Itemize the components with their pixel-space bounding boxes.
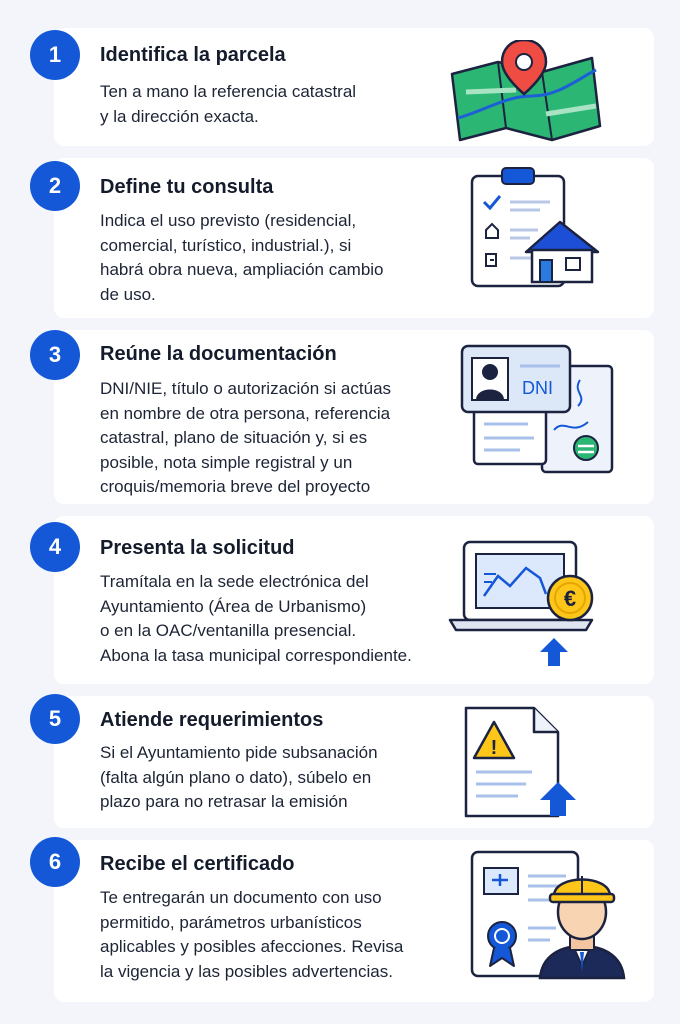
warning-mark: ! [490, 737, 498, 759]
step-description-line: DNI/NIE, título o autorización si actúas [100, 379, 392, 398]
step-description-line: Te entregarán un documento con uso [100, 888, 382, 907]
step-description-line: posible, nota simple registral y un [100, 452, 353, 472]
step-number-badge: 3 [30, 330, 80, 380]
step-description [100, 80, 356, 129]
step-title: Identifica la parcela [100, 44, 286, 66]
step-number-badge: 1 [30, 30, 80, 80]
step-description-line: la vigencia y las posibles advertencias. [100, 961, 393, 981]
step-description-line: y la dirección exacta. [100, 106, 259, 126]
step-description-line: (falta algún plano o dato), súbelo en [100, 767, 372, 787]
step-description-line: croquis/memoria breve del proyecto [100, 477, 371, 496]
step-title: Atiende requerimientos [100, 709, 324, 731]
step-description-line: de uso. [100, 284, 156, 304]
step-number-badge: 2 [30, 161, 80, 211]
step-description [100, 377, 391, 500]
step-number-badge: 4 [30, 522, 80, 572]
step-description-line: habrá obra nueva, ampliación cambio [100, 260, 384, 279]
step-description-line: plazo para no retrasar la emisión [100, 792, 348, 811]
step-number-badge: 5 [30, 694, 80, 744]
step-description-line: aplicables y posibles afecciones. Revisa [100, 937, 404, 956]
step-description-line: Indica el uso previsto (residencial, [100, 211, 357, 230]
step-description-line: en nombre de otra persona, referencia [100, 403, 391, 423]
step-title: Define tu consulta [100, 176, 274, 198]
documents-id-card-icon [460, 344, 616, 476]
id-card-text: DNI [522, 378, 553, 398]
step-number-badge: 6 [30, 837, 80, 887]
step-description-line: Tramítala en la sede electrónica del [100, 572, 369, 591]
step-title: Reúne la documentación [100, 343, 337, 365]
map-pin-icon [446, 40, 606, 144]
step-description-line: Ten a mano la referencia catastral [100, 82, 357, 101]
step-description [100, 570, 412, 668]
step-description-line: comercial, turístico, industrial.), si [100, 235, 352, 255]
step-description-line: Ayuntamiento (Área de Urbanismo) [100, 596, 367, 616]
step-description-line: permitido, parámetros urbanísticos [100, 912, 362, 932]
laptop-euro-upload-icon [448, 538, 608, 670]
step-description [100, 209, 384, 307]
warning-document-upload-icon [462, 706, 590, 820]
step-description-line: catastral, plano de situación y, si es [100, 428, 368, 447]
step-description [100, 886, 403, 984]
step-title: Presenta la solicitud [100, 537, 295, 559]
euro-symbol: € [563, 586, 577, 611]
step-description [100, 741, 378, 815]
certificate-engineer-icon [470, 850, 630, 980]
step-description-line: Si el Ayuntamiento pide subsanación [100, 743, 378, 762]
step-description-line: Abona la tasa municipal correspondiente. [100, 645, 412, 665]
clipboard-house-icon [468, 164, 604, 290]
step-description-line: o en la OAC/ventanilla presencial. [100, 621, 357, 640]
step-title: Recibe el certificado [100, 853, 295, 875]
